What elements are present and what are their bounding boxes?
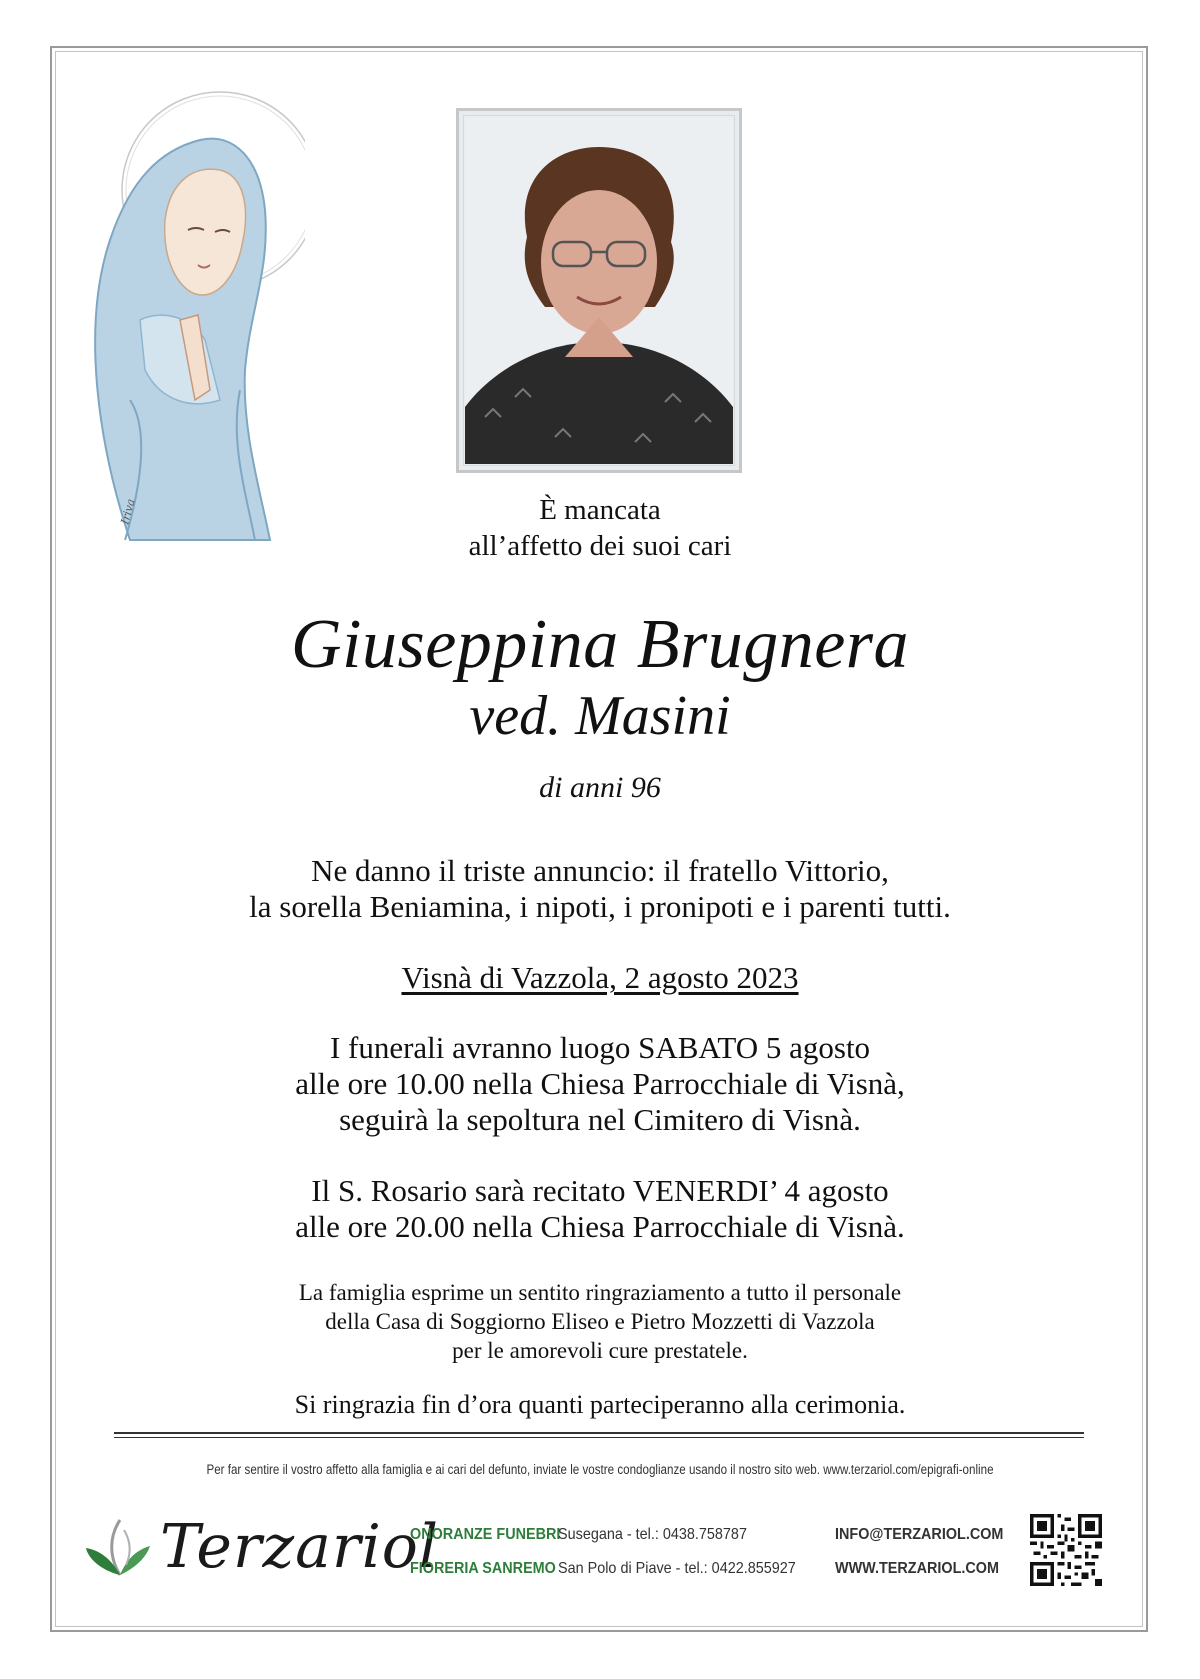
- address-san-polo: San Polo di Piave - tel.: 0422.855927: [558, 1560, 796, 1577]
- footer-brands: [410, 1518, 560, 1586]
- thanks-message: [0, 1278, 1200, 1365]
- thanks-line: per le amorevoli cure prestatele.: [452, 1338, 748, 1363]
- thanks-line: La famiglia esprime un sentito ringraziamento a tutto il personale: [298, 1280, 902, 1305]
- deceased-name: Giuseppina Brugnera: [290, 606, 910, 683]
- intro-line: all’affetto dei suoi cari: [468, 530, 732, 562]
- funeral-line: alle ore 10.00 nella Chiesa Parrocchiale di Visnà,: [295, 1066, 905, 1101]
- brand-fioreria: FIORERIA SANREMO: [410, 1560, 556, 1577]
- brand-onoranze: ONORANZE FUNEBRI: [410, 1526, 561, 1543]
- divider: [114, 1432, 1084, 1434]
- place-date: [0, 960, 1200, 996]
- thanks-line: della Casa di Soggiorno Eliseo e Pietro Mozzetti di Vazzola: [325, 1309, 875, 1334]
- widow-of: ved. Masini: [469, 685, 731, 747]
- address-susegana: Susegana - tel.: 0438.758787: [558, 1526, 747, 1543]
- portrait-photo: [456, 108, 742, 473]
- footer: [80, 1500, 1120, 1605]
- divider: [114, 1437, 1084, 1438]
- age: di anni 96: [539, 771, 661, 804]
- rosary-line: alle ore 20.00 nella Chiesa Parrocchiale di Visnà.: [295, 1209, 905, 1244]
- intro-line: È mancata: [539, 494, 661, 526]
- footer-addresses: [558, 1518, 796, 1586]
- funeral-info: [0, 1030, 1200, 1138]
- intro-text: [0, 492, 1200, 564]
- qr-code-icon[interactable]: [1030, 1514, 1102, 1586]
- place-date-text: Visnà di Vazzola, 2 agosto 2023: [401, 960, 799, 995]
- rosary-info: [0, 1173, 1200, 1245]
- company-logo-text: Terzariol: [160, 1512, 440, 1582]
- website-link[interactable]: WWW.TERZARIOL.COM: [835, 1560, 999, 1577]
- footer-contacts: [835, 1518, 1003, 1586]
- announcement-line: la sorella Beniamina, i nipoti, i pronipoti e i parenti tutti.: [249, 889, 951, 924]
- artist-signature: Iriva: [118, 497, 138, 526]
- funeral-line: seguirà la sepoltura nel Cimitero di Visnà.: [339, 1102, 861, 1137]
- leaf-logo-icon: [80, 1510, 160, 1590]
- condolence-notice: Per far sentire il vostro affetto alla famiglia e ai cari del defunto, inviate le vostre condoglianze usando il nostro sito web. www.terzariol.com/epigrafi-online: [206, 1462, 994, 1477]
- rosary-line: Il S. Rosario sarà recitato VENERDI’ 4 agosto: [311, 1173, 889, 1208]
- announcement: [0, 853, 1200, 925]
- closing-line: Si ringrazia fin d’ora quanti parteciperanno alla cerimonia.: [294, 1390, 906, 1419]
- announcement-line: Ne danno il triste annuncio: il fratello Vittorio,: [311, 853, 889, 888]
- email-link[interactable]: INFO@TERZARIOL.COM: [835, 1526, 1004, 1543]
- funeral-line: I funerali avranno luogo SABATO 5 agosto: [329, 1030, 871, 1065]
